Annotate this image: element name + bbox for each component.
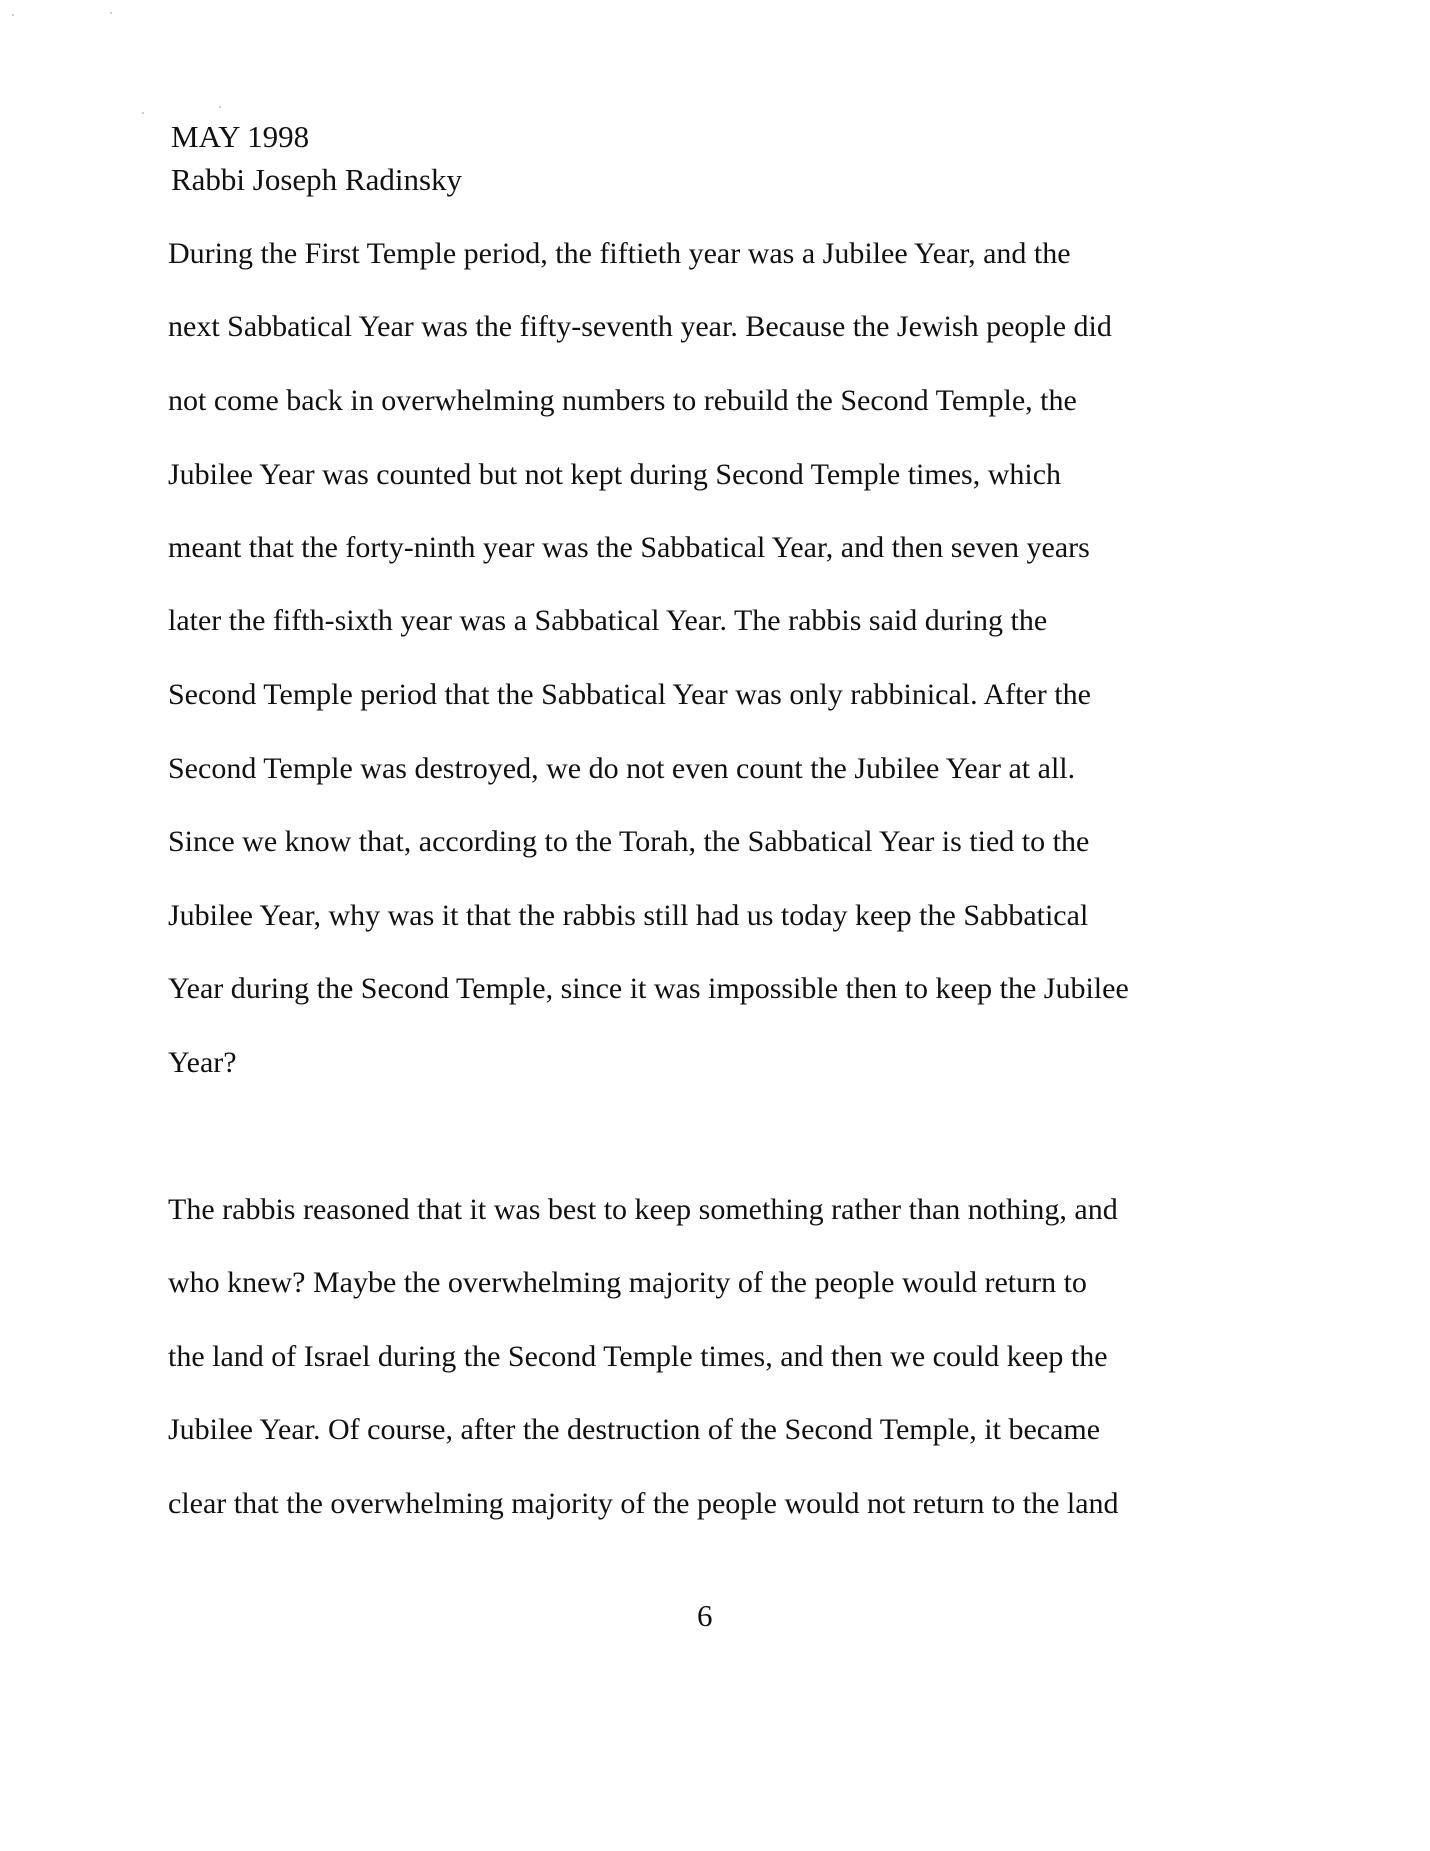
paragraph-line: Second Temple period that the Sabbatical Year was only rabbinical. After the — [168, 678, 1091, 711]
paragraph-line: Jubilee Year. Of course, after the destruction of the Second Temple, it became — [168, 1413, 1101, 1446]
document-author: Rabbi Joseph Radinsky — [171, 162, 463, 197]
paragraph-line: Second Temple was destroyed, we do not even count the Jubilee Year at all. — [168, 752, 1076, 785]
paragraph-line: next Sabbatical Year was the fifty-seventh year. Because the Jewish people did — [168, 310, 1112, 343]
paragraph-line: later the fifth-sixth year was a Sabbatical Year. The rabbis said during the — [168, 604, 1048, 637]
paragraph-line: meant that the forty-ninth year was the Sabbatical Year, and then seven years — [168, 531, 1090, 564]
paragraph-line: The rabbis reasoned that it was best to keep something rather than nothing, and — [168, 1193, 1118, 1226]
paragraph-line: the land of Israel during the Second Temple times, and then we could keep the — [168, 1340, 1108, 1373]
scan-speck — [110, 12, 112, 14]
scan-speck — [142, 112, 144, 114]
paragraph-line: Jubilee Year, why was it that the rabbis still had us today keep the Sabbatical — [168, 899, 1089, 932]
paragraph-line: who knew? Maybe the overwhelming majority of the people would return to — [168, 1266, 1087, 1299]
scan-speck — [219, 106, 221, 108]
document-date: MAY 1998 — [171, 119, 310, 154]
scan-speck — [12, 14, 14, 16]
page-number: 6 — [697, 1598, 713, 1633]
paragraph-line: Since we know that, according to the Torah, the Sabbatical Year is tied to the — [168, 825, 1090, 858]
paragraph-line: Year? — [168, 1046, 237, 1079]
paragraph-line: During the First Temple period, the fiftieth year was a Jubilee Year, and the — [168, 237, 1071, 270]
paragraph-line: not come back in overwhelming numbers to rebuild the Second Temple, the — [168, 384, 1077, 417]
paragraph-line: clear that the overwhelming majority of the people would not return to the land — [168, 1487, 1119, 1520]
paragraph-line: Year during the Second Temple, since it was impossible then to keep the Jubilee — [168, 972, 1129, 1005]
paragraph-line: Jubilee Year was counted but not kept during Second Temple times, which — [168, 458, 1062, 491]
